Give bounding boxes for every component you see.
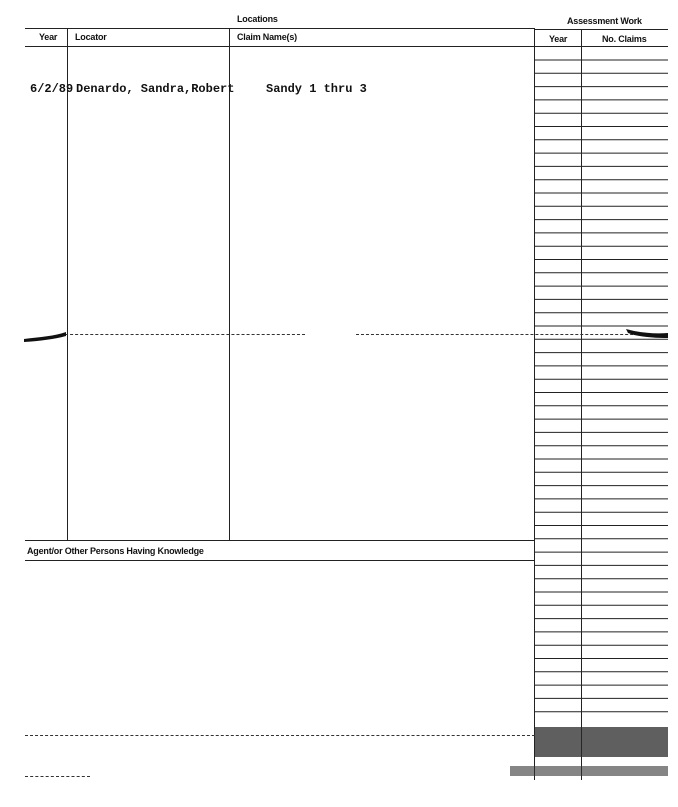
entry-claim-names: Sandy 1 thru 3 xyxy=(266,82,367,96)
scan-smudge xyxy=(535,727,668,757)
entry-year: 6/2/89 xyxy=(30,82,74,96)
column-header-assessment-year: Year xyxy=(549,34,568,44)
entry-locator: Denardo, Sandra,Robert xyxy=(76,82,235,96)
column-header-claim-names: Claim Name(s) xyxy=(237,32,297,42)
agent-label: Agent/or Other Persons Having Knowledge xyxy=(27,546,204,556)
column-header-year: Year xyxy=(39,32,58,42)
column-header-locator: Locator xyxy=(75,32,107,42)
assessment-work-header: Assessment Work xyxy=(567,16,642,26)
column-header-number-of-claims: No. Claims xyxy=(602,34,647,44)
locations-header: Locations xyxy=(237,14,278,24)
scan-smudge-bottom xyxy=(510,766,668,776)
